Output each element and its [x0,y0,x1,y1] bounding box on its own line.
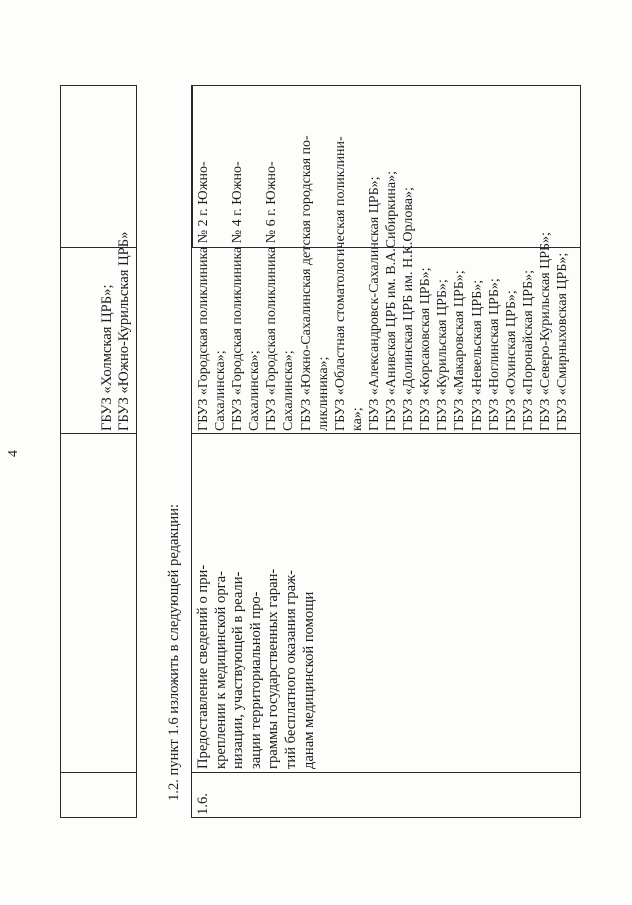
org-line: ГБУЗ «Поронайская ЦРБ»; [520,270,536,431]
description-line: зации территориальной про- [247,591,264,769]
org-line: ГБУЗ «Городская поликлиника № 6 г. Южно- [264,161,280,431]
org-line: ГБУЗ «Холмская ЦРБ»; [99,284,115,431]
org-line: ГБУЗ «Ноглинская ЦРБ»; [486,278,502,431]
org-line: ликлиника»; [315,356,331,431]
extra-cell [192,86,580,247]
main-table-row [192,86,580,817]
org-line: ГБУЗ «Корсаковская ЦРБ»; [418,267,434,431]
description-line: креплении к медицинской орга- [212,571,229,769]
org-line: ГБУЗ «Южно-Курильская ЦРБ» [116,231,133,431]
top-extra-cell [61,86,136,247]
org-line: ГБУЗ «Южно-Сахалинская детская городская по- [298,135,314,431]
org-line: Сахалинска»; [281,350,297,431]
org-line: ГБУЗ «Невельская ЦРБ»; [469,279,485,431]
org-line: ГБУЗ «Долинская ЦРБ им. Н.К.Орлова»; [401,187,417,431]
description-line: данам медицинской помощи [300,591,317,769]
top-table-row [61,86,136,817]
description-line: Предоставление сведений о при- [195,564,211,769]
org-line: Сахалинска»; [247,350,263,431]
org-cell [192,135,580,433]
org-line: ГБУЗ «Александровск-Сахалинская ЦРБ»; [366,176,382,431]
org-line: ГБУЗ «Анивская ЦРБ им. В.А.Сибиркина»; [384,170,400,431]
org-line: ГБУЗ «Северо-Курильская ЦРБ»; [537,232,553,431]
page-number: 4 [6,450,21,457]
org-line: ГБУЗ «Областная стоматологическая поликлини- [332,136,348,431]
description-line: граммы государственных гаран- [265,568,282,769]
clause-text: 1.2. пункт 1.6 изложить в следующей редакции: [166,503,182,801]
org-line: ГБУЗ «Городская поликлиника № 2 г. Южно- [196,161,211,431]
org-line: ГБУЗ «Охинская ЦРБ»; [503,290,519,431]
top-number-cell [61,772,136,817]
item-number: 1.6. [195,793,211,815]
org-line: ка»; [349,407,365,431]
top-table [60,85,137,818]
org-line: Сахалинска»; [213,350,229,431]
top-org-cell [61,231,136,433]
org-line: ГБУЗ «Макаровская ЦРБ»; [452,270,468,431]
org-line: ГБУЗ «Городская поликлиника № 4 г. Южно- [230,161,246,431]
description-line: низации, участвующей в реали- [230,571,247,769]
main-table [191,85,581,818]
top-description-cell [61,433,136,772]
description-line: тий бесплатного оказания граж- [282,569,299,769]
org-line: ГБУЗ «Смирныховская ЦРБ»; [554,252,570,431]
number-cell [192,772,580,817]
description-cell [192,433,580,772]
org-line: ГБУЗ «Курильская ЦРБ»; [435,279,451,431]
